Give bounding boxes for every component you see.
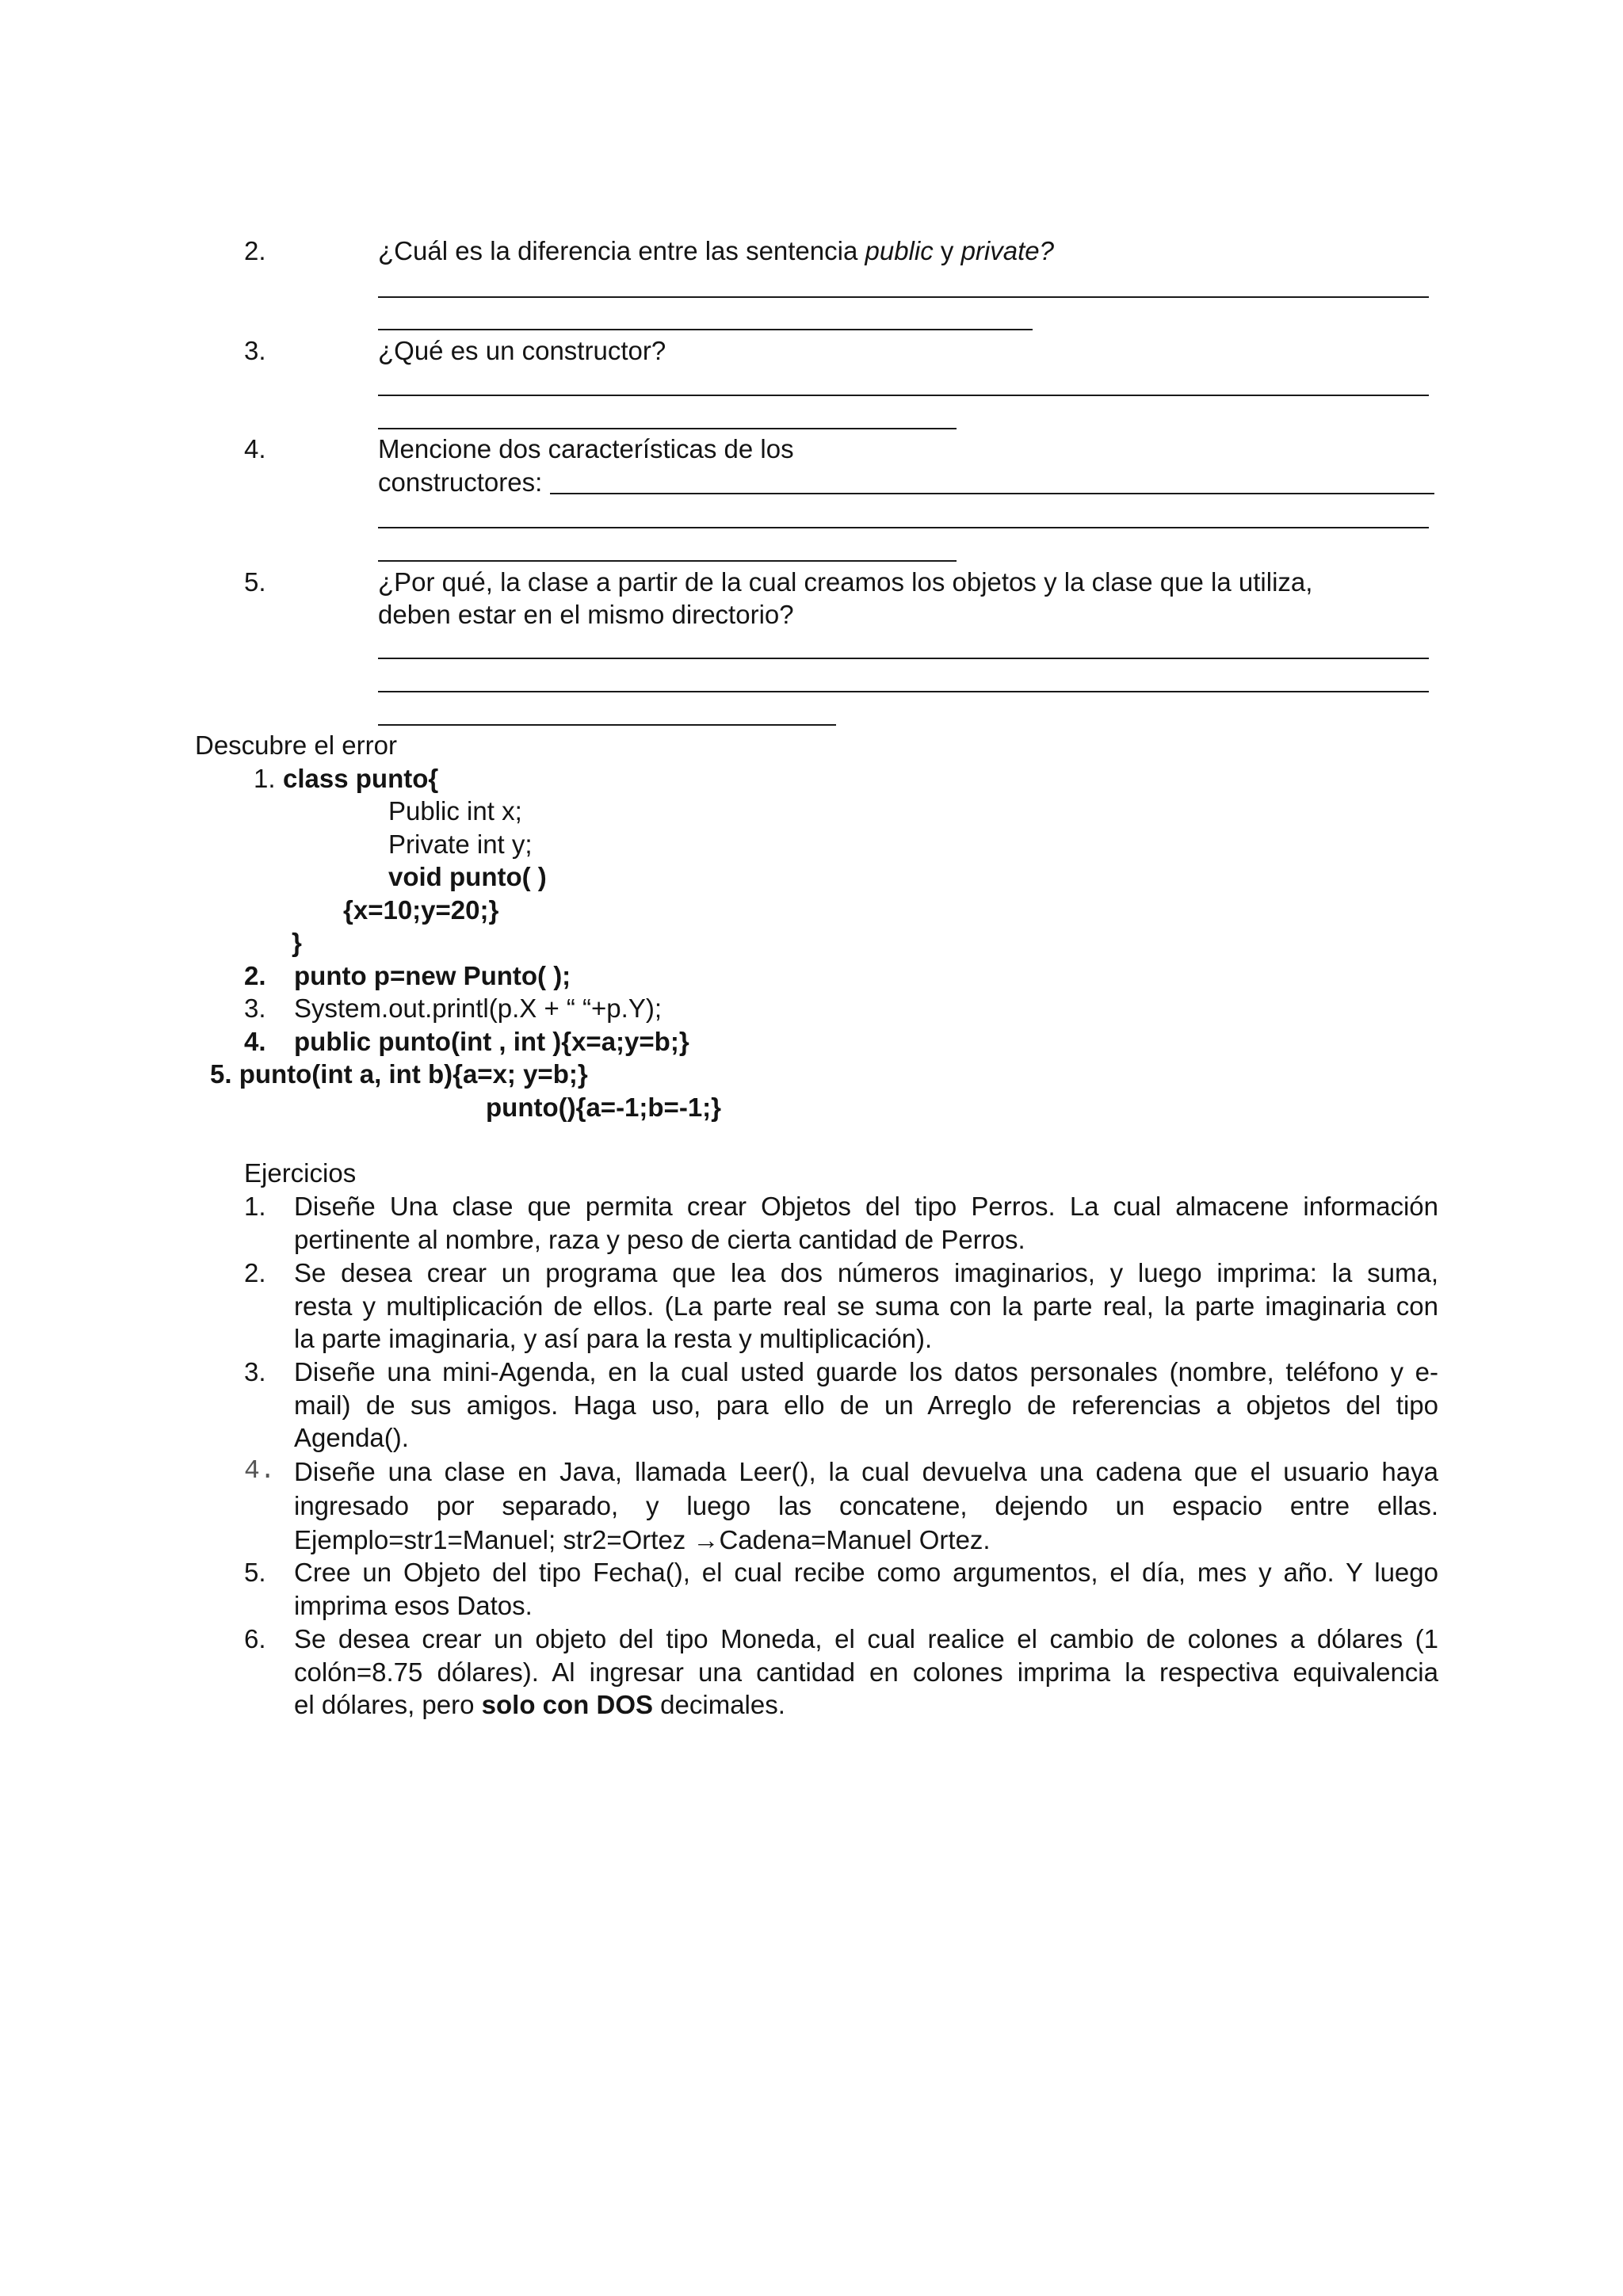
exercise-2-number: 2.	[244, 1258, 266, 1287]
error-item-5-text: 5. punto(int a, int b){a=x; y=b;}	[210, 1059, 588, 1089]
exercise-line: Diseñe Una clase que permita crear Objetos del tipo Perros. La cual almacene información	[294, 1192, 1438, 1221]
error-item-2-text: punto p=new Punto( );	[294, 961, 571, 990]
code-line: }	[292, 928, 302, 957]
answer-line	[378, 395, 1429, 396]
question-4-line1: Mencione dos características de los	[378, 434, 794, 463]
exercise-line: Agenda().	[294, 1423, 409, 1452]
exercise-line: Diseñe una mini-Agenda, en la cual usted guarde los datos personales (nombre, teléfono y e-	[294, 1357, 1438, 1386]
answer-line	[378, 658, 1429, 659]
exercise-line: Se desea crear un objeto del tipo Moneda, el cual realice el cambio de colones a dólares (1	[294, 1624, 1438, 1653]
answer-line	[378, 724, 836, 726]
question-2-text-b: y	[933, 236, 961, 265]
question-2-text	[378, 235, 1054, 267]
answer-line	[378, 296, 1429, 298]
exercise-line: mail) de sus amigos. Haga uso, para ello de un Arreglo de referencias a objetos del tipo	[294, 1390, 1438, 1420]
question-5-number: 5.	[244, 567, 266, 597]
exercise-line: Se desea crear un programa que lea dos números imaginarios, y luego imprima: la suma,	[294, 1258, 1438, 1287]
question-5-line2: deben estar en el mismo directorio?	[378, 600, 794, 629]
error-item-3-number: 3.	[244, 994, 266, 1023]
exercise-line: ingresado por separado, y luego las concatene, dejendo un espacio entre ellas.	[294, 1491, 1438, 1520]
exercises-title: Ejercicios	[244, 1158, 357, 1188]
exercise-line: Cree un Objeto del tipo Fecha(), el cual recibe como argumentos, el día, mes y año. Y luego	[294, 1558, 1438, 1587]
error-section-title: Descubre el error	[195, 730, 397, 760]
exercise-5-text	[294, 1556, 1438, 1622]
exercise-2-text	[294, 1257, 1438, 1356]
exercise-line: la parte imaginaria, y así para la resta y multiplicación).	[294, 1324, 933, 1353]
question-5-line1: ¿Por qué, la clase a partir de la cual creamos los objetos y la clase que la utiliza,	[378, 567, 1313, 597]
exercise-6-line3-bold: solo con DOS	[481, 1690, 653, 1719]
exercise-6-text	[294, 1623, 1438, 1722]
code-line: Public int x;	[388, 796, 522, 826]
exercise-line: colón=8.75 dólares). Al ingresar una cantidad en colones imprima la respectiva equivalencia	[294, 1657, 1438, 1687]
error-item-1-head: class punto{	[283, 764, 439, 793]
exercise-line: resta y multiplicación de ellos. (La parte real se suma con la parte real, la parte imaginaria con	[294, 1291, 1438, 1321]
error-item-4-number: 4.	[244, 1027, 266, 1056]
error-item-3-text: System.out.printl(p.X + “ “+p.Y);	[294, 994, 662, 1023]
exercise-6-line3-a: el dólares, pero	[294, 1690, 482, 1719]
answer-line	[378, 428, 957, 429]
exercise-line	[294, 1688, 1438, 1722]
exercise-1-text	[294, 1190, 1438, 1256]
answer-line	[378, 527, 1429, 528]
question-2-number: 2.	[244, 236, 266, 265]
question-2-private: private?	[960, 236, 1054, 265]
exercise-4-number: 4.	[244, 1456, 276, 1486]
exercise-6-line3-b: decimales.	[653, 1690, 785, 1719]
exercise-3-text	[294, 1356, 1438, 1455]
question-2-text-a: ¿Cuál es la diferencia entre las sentencia	[378, 236, 865, 265]
exercise-4-text	[294, 1455, 1438, 1557]
exercise-line: Ejemplo=str1=Manuel; str2=Ortez →Cadena=Manuel Ortez.	[294, 1525, 991, 1554]
answer-line	[378, 560, 957, 562]
code-line: {x=10;y=20;}	[343, 895, 499, 925]
question-2-public: public	[865, 236, 934, 265]
answer-line	[550, 493, 1434, 494]
code-line: void punto( )	[388, 862, 547, 891]
error-item-4-text: public punto(int , int ){x=a;y=b;}	[294, 1027, 689, 1056]
error-item-2-number: 2.	[244, 961, 266, 990]
exercise-3-number: 3.	[244, 1357, 266, 1386]
error-item-5-continuation: punto(){a=-1;b=-1;}	[486, 1093, 721, 1122]
exercise-line: Diseñe una clase en Java, llamada Leer(), la cual devuelva una cadena que el usuario haya	[294, 1457, 1438, 1486]
question-4-line2: constructores:	[378, 467, 543, 497]
question-3-text: ¿Qué es un constructor?	[378, 336, 666, 365]
answer-line	[378, 329, 1033, 330]
exercise-line: imprima esos Datos.	[294, 1590, 533, 1620]
exercise-5-number: 5.	[244, 1558, 266, 1587]
code-line: Private int y;	[388, 830, 533, 859]
exercise-6-number: 6.	[244, 1624, 266, 1653]
question-4-number: 4.	[244, 434, 266, 463]
answer-line	[378, 691, 1429, 692]
exercise-1-number: 1.	[244, 1192, 266, 1221]
error-item-1-number: 1.	[254, 764, 276, 793]
question-3-number: 3.	[244, 336, 266, 365]
exercise-line: pertinente al nombre, raza y peso de cierta cantidad de Perros.	[294, 1224, 1025, 1254]
